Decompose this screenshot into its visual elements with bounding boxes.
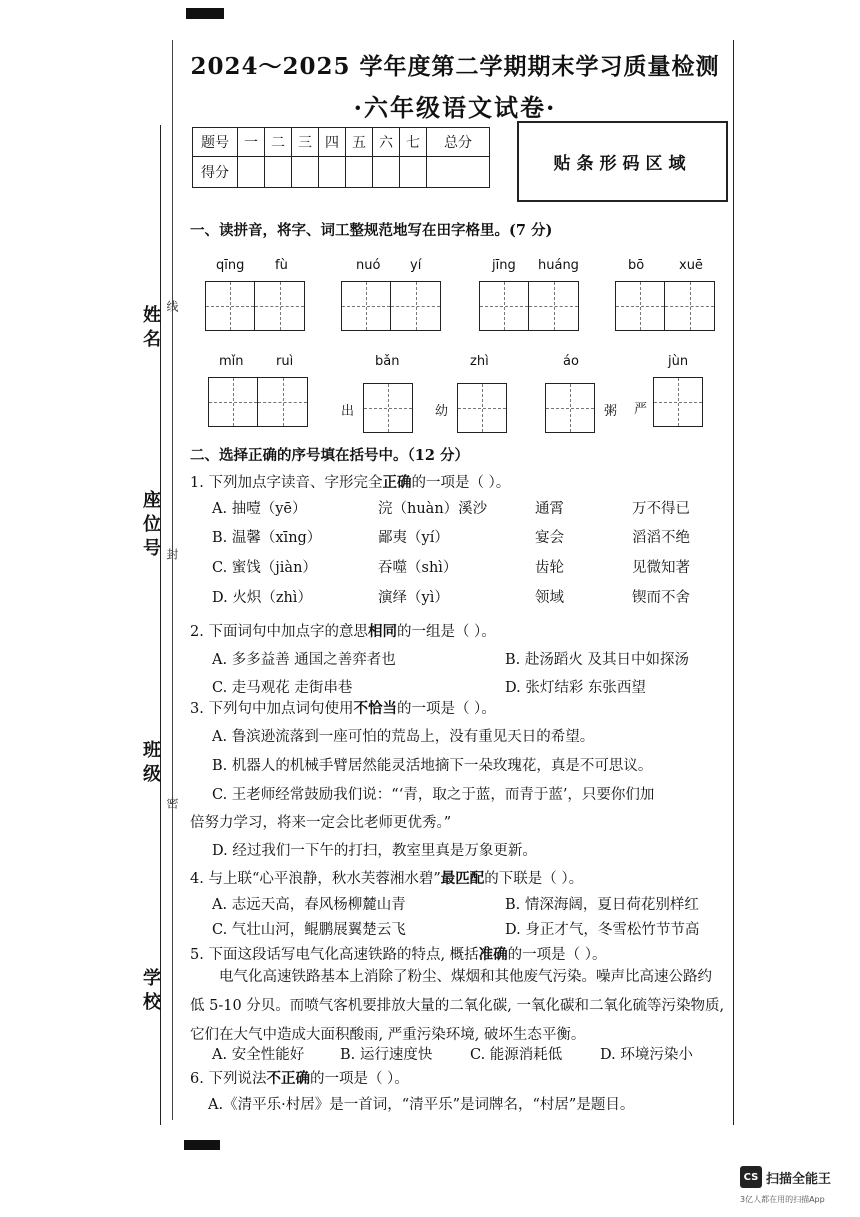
question-6-stem	[190, 1067, 409, 1088]
score-cell: 五	[346, 128, 373, 157]
score-input-cell[interactable]	[265, 157, 292, 188]
option-d: D. 火炽（zhì）	[212, 590, 312, 606]
given-character: 出	[341, 404, 355, 419]
stem-keyword: 准确	[478, 946, 508, 963]
option-a: A. 鲁滨逊流落到一座可怕的荒岛上，没有重见天日的希望。	[212, 729, 595, 745]
score-cell: 题号	[193, 128, 238, 157]
score-input-cell[interactable]	[292, 157, 319, 188]
stem-text: 5. 下面这段话写电气化高速铁路的特点, 概括	[190, 947, 479, 963]
option-d-4: 锲而不舍	[632, 590, 690, 606]
stem-text: 的一项是（ ）。	[411, 475, 511, 491]
pinyin-label: jīng	[492, 258, 516, 273]
stem-text: 3. 下列句中加点词句使用	[190, 701, 354, 717]
score-cell: 四	[319, 128, 346, 157]
pinyin-label: áo	[563, 354, 579, 369]
stem-text: 2. 下面词句中加点字的意思	[190, 624, 368, 640]
option-d: D. 经过我们一下午的打扫，教室里真是万象更新。	[212, 843, 537, 859]
pinyin-label: bǎn	[375, 354, 400, 369]
section1-heading: 一、读拼音，将字、词工整规范地写在田字格里。(7 分)	[190, 222, 553, 239]
barcode-area-label: 贴条形码区域	[553, 154, 692, 174]
option-c: C. 王老师经常鼓励我们说：“‘青，取之于蓝，而青于蓝’，只要你们加	[212, 787, 655, 803]
seal-line-feng: 封	[165, 548, 179, 560]
pinyin-label: huáng	[538, 258, 579, 273]
pinyin-label: yí	[410, 258, 422, 273]
score-input-cell[interactable]	[373, 157, 400, 188]
option-c: C. 能源消耗低	[470, 1047, 563, 1063]
option-b: B. 机器人的机械手臂居然能灵活地摘下一朵玫瑰花，真是不可思议。	[212, 758, 653, 774]
option-d: D. 张灯结彩 东张西望	[505, 680, 646, 696]
option-c-3: 齿轮	[535, 560, 564, 576]
question-4-stem	[190, 867, 583, 888]
option-b-4: 滔滔不绝	[632, 530, 690, 546]
option-c: C. 走马观花 走街串巷	[212, 680, 353, 696]
tianzige-grid[interactable]	[479, 281, 579, 331]
camscanner-logo-icon: CS	[740, 1166, 762, 1188]
pinyin-label: zhì	[470, 354, 489, 369]
option-a: A.《清平乐·村居》是一首词，“清平乐”是词牌名，“村居”是题目。	[208, 1097, 635, 1113]
option-d: D. 环境污染小	[600, 1047, 693, 1063]
option-c-continued: 倍努力学习，将来一定会比老师更优秀。”	[190, 815, 452, 831]
sidebar-school-label: 学校	[140, 968, 161, 1016]
option-b-3: 宴会	[535, 530, 564, 546]
option-a: A. 抽噎（yē）	[212, 501, 307, 517]
question-1-stem	[190, 471, 510, 492]
stem-text: 的一组是（ ）。	[396, 624, 496, 640]
section2-heading: 二、选择正确的序号填在括号中。（12 分）	[190, 447, 469, 464]
score-table-score-row	[193, 157, 490, 188]
score-cell: 六	[373, 128, 400, 157]
barcode-area	[517, 121, 728, 202]
score-input-cell[interactable]	[319, 157, 346, 188]
pinyin-label: fù	[275, 258, 288, 273]
score-cell: 总分	[427, 128, 490, 157]
stem-text: 1. 下列加点字读音、字形完全	[190, 475, 383, 491]
option-c: C. 气壮山河，鲲鹏展翼楚云飞	[212, 922, 406, 938]
pinyin-label: nuó	[356, 258, 381, 273]
score-row-label: 得分	[193, 157, 238, 188]
option-a: A. 安全性能好	[212, 1047, 305, 1063]
stem-keyword: 不正确	[266, 1070, 310, 1087]
score-input-cell[interactable]	[427, 157, 490, 188]
tianzige-grid[interactable]	[208, 377, 308, 427]
option-a-3: 通霄	[535, 501, 564, 517]
tianzige-grid[interactable]	[341, 281, 441, 331]
exam-title: 2024～2025 学年度第二学期期末学习质量检测	[190, 53, 720, 80]
stem-text: 的一项是（ ）。	[396, 701, 496, 717]
seal-line-xian: 线	[165, 300, 179, 312]
question-5-stem	[190, 943, 607, 964]
scanner-watermark	[740, 1166, 831, 1188]
given-character: 粥	[604, 404, 618, 419]
stem-keyword: 相同	[367, 623, 397, 640]
tianzige-grid[interactable]	[205, 281, 305, 331]
option-b: B. 温馨（xīng）	[212, 530, 322, 546]
option-c: C. 蜜饯（jiàn）	[212, 560, 317, 576]
option-a: A. 志远天高，春风杨柳麓山青	[212, 897, 406, 913]
pinyin-label: xuē	[679, 258, 703, 273]
tianzige-grid[interactable]	[545, 383, 595, 433]
sidebar-name-label: 姓名	[140, 305, 161, 353]
tianzige-grid[interactable]	[615, 281, 715, 331]
sidebar-class-label: 班级	[140, 740, 161, 788]
sidebar-seat-label: 座位号	[140, 490, 161, 562]
score-table-header-row	[193, 128, 490, 157]
option-b: B. 赴汤蹈火 及其日中如探汤	[505, 652, 689, 668]
stem-text: 6. 下列说法	[190, 1071, 267, 1087]
score-cell: 二	[265, 128, 292, 157]
page-border-right	[733, 40, 734, 1125]
binding-line-dashed	[172, 40, 174, 1120]
score-input-cell[interactable]	[400, 157, 427, 188]
option-a-2: 浣（huàn）溪沙	[378, 501, 488, 517]
watermark-app-name: 扫描全能王	[766, 1171, 832, 1187]
option-d: D. 身正才气，冬雪松竹节节高	[505, 922, 700, 938]
registration-mark-bottom	[184, 1140, 220, 1150]
pinyin-label: ruì	[276, 354, 294, 369]
question-5-passage: 电气化高速铁路基本上消除了粉尘、煤烟和其他废气污染。噪声比高速公路约低 5-10 分贝。而喷气客机要排放大量的二氧化碳, 一氧化碳和二氧化硫等污染物质, 它们在大气中造成大面积酸雨, 严重污染环境, 破坏生态平衡。	[190, 969, 725, 1043]
score-cell: 一	[238, 128, 265, 157]
stem-keyword: 最匹配	[440, 870, 485, 887]
score-cell: 三	[292, 128, 319, 157]
tianzige-grid[interactable]	[457, 383, 507, 433]
option-b-2: 鄙夷（yí）	[378, 530, 449, 546]
given-character: 严	[634, 402, 648, 417]
watermark-tagline: 3亿人都在用的扫描App	[740, 1195, 825, 1204]
stem-text: 的一项是（ ）。	[309, 1071, 409, 1087]
option-c-4: 见微知著	[632, 560, 690, 576]
pinyin-label: bō	[628, 258, 645, 273]
option-c-2: 吞噬（shì）	[378, 560, 458, 576]
stem-keyword: 不恰当	[353, 700, 397, 717]
option-a-4: 万不得已	[632, 501, 690, 517]
option-a: A. 多多益善 通国之善弈者也	[212, 652, 396, 668]
option-b: B. 运行速度快	[340, 1047, 433, 1063]
pinyin-label: qīng	[216, 258, 245, 273]
tianzige-grid[interactable]	[653, 377, 703, 427]
score-input-cell[interactable]	[346, 157, 373, 188]
score-table	[192, 127, 490, 188]
question-3-stem	[190, 697, 496, 718]
score-cell: 七	[400, 128, 427, 157]
stem-text: 的一项是（ ）。	[507, 947, 607, 963]
option-d-2: 演绎（yì）	[378, 590, 449, 606]
tianzige-grid[interactable]	[363, 383, 413, 433]
stem-text: 的下联是（ ）。	[484, 871, 584, 887]
option-b: B. 情深海阔，夏日荷花别样红	[505, 897, 699, 913]
pinyin-label: mǐn	[219, 354, 244, 369]
stem-keyword: 正确	[382, 474, 412, 491]
seal-line-mi: 密	[165, 797, 179, 809]
registration-mark-top	[186, 8, 224, 19]
pinyin-label: jùn	[668, 354, 689, 369]
given-character: 幼	[435, 404, 449, 419]
score-input-cell[interactable]	[238, 157, 265, 188]
stem-text: 4. 与上联“心平浪静，秋水芙蓉湘水碧”	[190, 871, 441, 887]
question-2-stem	[190, 620, 496, 641]
option-d-3: 领域	[535, 590, 564, 606]
exam-subtitle: ·六年级语文试卷·	[353, 93, 557, 122]
